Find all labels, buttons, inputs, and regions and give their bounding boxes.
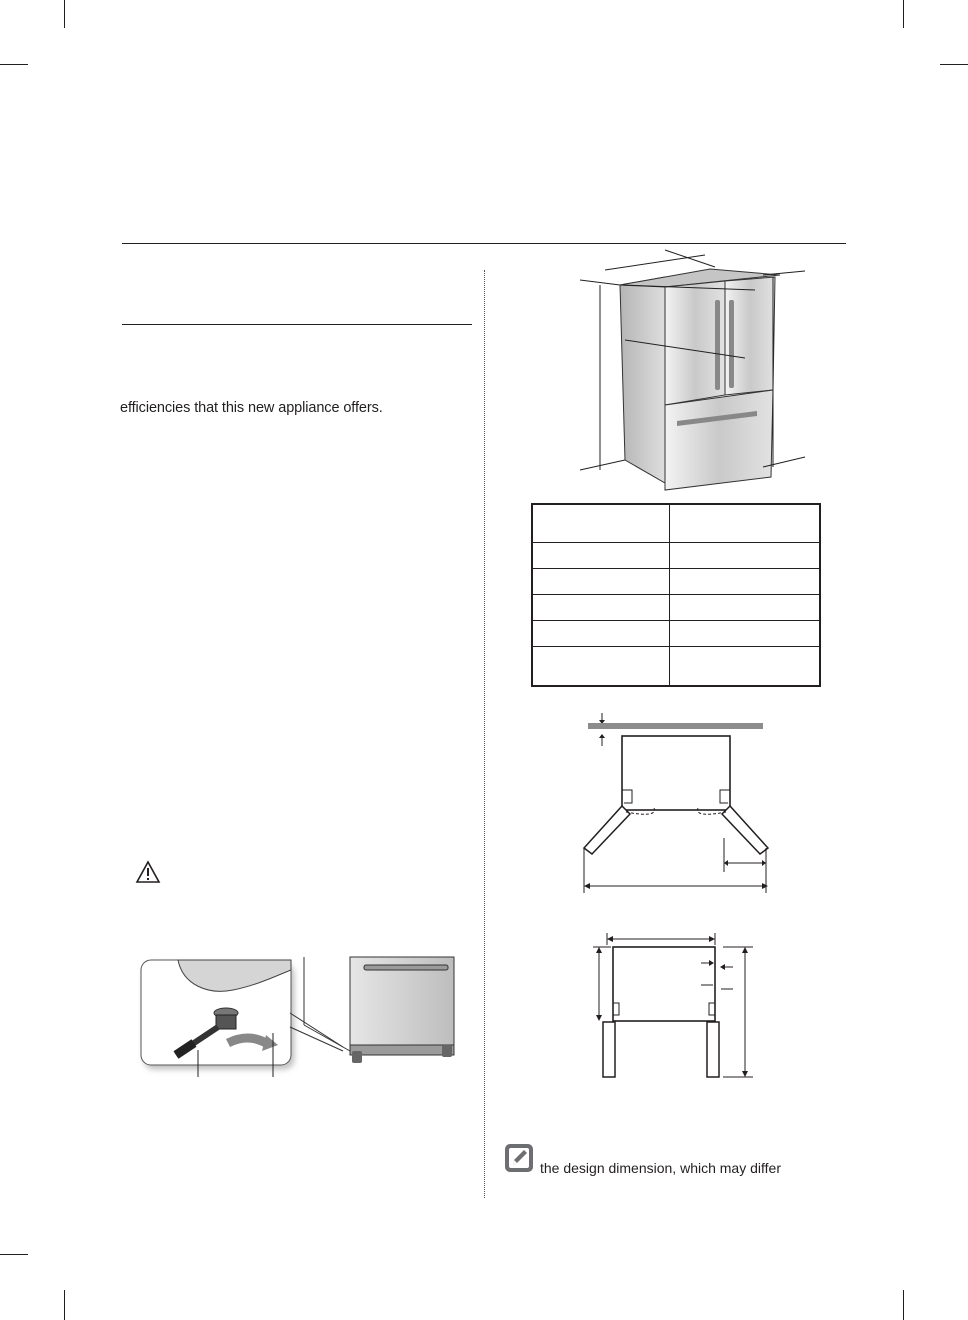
leveling-foot-illustration <box>138 955 468 1080</box>
table-row <box>532 647 820 686</box>
table-row <box>532 504 820 542</box>
crop-mark <box>0 64 28 65</box>
table-row <box>532 621 820 647</box>
crop-mark <box>0 1254 28 1255</box>
intro-text: efficiencies that this new appliance offers. <box>120 400 383 416</box>
crop-mark <box>64 0 65 28</box>
table-row <box>532 594 820 620</box>
table-row <box>532 568 820 594</box>
column-divider <box>484 270 485 1198</box>
dimension-table <box>531 503 821 687</box>
door-clearance-top-view <box>578 708 778 898</box>
crop-mark <box>64 1290 65 1320</box>
warning-triangle-icon <box>135 860 161 884</box>
crop-mark <box>940 64 968 65</box>
crop-mark <box>903 1290 904 1320</box>
note-text: the design dimension, which may differ <box>540 1160 781 1176</box>
door-depth-top-view <box>583 925 763 1085</box>
refrigerator-dimension-diagram <box>565 245 815 495</box>
section-rule <box>122 324 472 325</box>
note-pencil-icon <box>504 1143 534 1173</box>
table-row <box>532 542 820 568</box>
header-rule <box>122 243 846 244</box>
crop-mark <box>903 0 904 28</box>
